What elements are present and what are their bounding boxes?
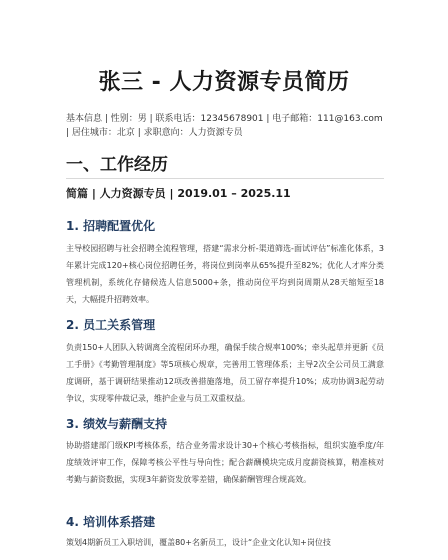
item-title-training: 4. 培训体系搭建 (66, 515, 156, 529)
item-title-recruitment: 1. 招聘配置优化 (66, 219, 156, 233)
job-line: 简篇 | 人力资源专员 | 2019.01 – 2025.11 (66, 187, 291, 200)
section-divider (66, 178, 384, 179)
basic-info: 基本信息 | 性别：男 | 联系电话：12345678901 | 电子邮箱：111@163.com | 居住城市：北京 | 求职意向：人力资源专员 (66, 114, 383, 138)
item-text-recruitment: 主导校园招聘与社会招聘全流程管理，搭建“需求分析-渠道筛选-面试评估”标准化体系，3年累计完成120+核心岗位招聘任务，将岗位到岗率从65%提升至82%；优化人才库分类管理机制，系统化存储候选人信息5000+条，推动岗位平均到岗周期从28天缩短至18天，大幅提升招聘效率。 (66, 244, 384, 304)
item-text-performance: 协助搭建部门级KPI考核体系，结合业务需求设计30+个核心考核指标，组织实施季度/年度绩效评审工作，保障考核公平性与导向性；配合薪酬模块完成月度薪资核算，精准核对考勤与薪资数据，实现3年薪资发放零差错，确保薪酬管理合规高效。 (66, 441, 384, 484)
resume-title: 张三 - 人力资源专员简历 (98, 70, 350, 95)
item-text-employee-relations: 负责150+人团队入转调离全流程闭环办理，确保手续合规率100%；牵头起草并更新《员工手册》《考勤管理制度》等5项核心规章，完善用工管理体系；主导2次全公司员工满意度调研，基于调研结果推动12项改善措施落地，员工留存率提升10%；成功协调3起劳动争议，实现零仲裁记录，维护企业与员工双重权益。 (66, 343, 384, 403)
section-title-work-experience: 一、工作经历 (66, 155, 168, 175)
item-title-performance: 3. 绩效与薪酬支持 (66, 417, 168, 431)
item-title-employee-relations: 2. 员工关系管理 (66, 318, 156, 332)
item-text-training: 策划4期新员工入职培训，覆盖80+名新员工，设计“企业文化认知+岗位技 (66, 538, 331, 547)
